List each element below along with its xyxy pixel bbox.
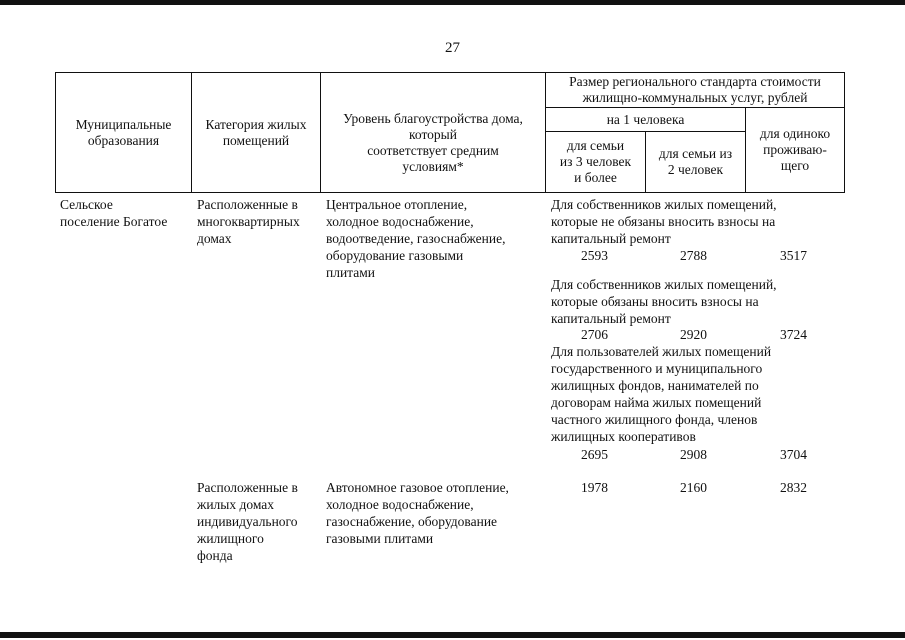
header-bottom-border <box>55 192 845 193</box>
header-standard-size <box>546 73 844 107</box>
header-text: для семьи из <box>658 146 733 161</box>
header-text: который <box>409 127 457 142</box>
header-family-3 <box>546 132 645 192</box>
body-text: Для пользователей жилых помещений <box>551 344 772 359</box>
header-text: для семьи <box>566 138 625 153</box>
owners-no-capital-repair-label <box>551 196 777 247</box>
body-text: государственного и муниципального <box>551 361 763 376</box>
header-family-2 <box>646 132 745 192</box>
header-text: жилищно-коммунальных услуг, рублей <box>582 90 808 105</box>
body-text: водоотведение, газоснабжение, <box>326 231 506 246</box>
value-single: 3517 <box>780 248 807 263</box>
body-text: Центральное отопление, <box>326 197 468 212</box>
header-municipalities <box>56 73 191 192</box>
municipality-name <box>60 196 167 230</box>
body-text: Сельское <box>60 197 113 212</box>
body-text: поселение Богатое <box>60 214 168 229</box>
body-text: холодное водоснабжение, <box>326 214 474 229</box>
header-text: из 3 человек <box>559 154 632 169</box>
body-text: холодное водоснабжение, <box>326 497 474 512</box>
value-family3: 2706 <box>581 327 608 342</box>
value-single: 3724 <box>780 327 807 342</box>
body-text: жилищного <box>197 531 264 546</box>
body-text: фонда <box>197 548 233 563</box>
header-text: проживаю- <box>763 142 827 157</box>
header-text: на 1 человека <box>606 111 685 127</box>
value-family2: 2160 <box>680 480 707 495</box>
value-family3: 1978 <box>581 480 608 495</box>
body-text: жилищных кооперативов <box>551 429 696 444</box>
body-text: Для собственников жилых помещений, <box>551 277 777 292</box>
value-single: 3704 <box>780 447 807 462</box>
body-text: домах <box>197 231 232 246</box>
header-text: щего <box>780 158 810 173</box>
value-family2: 2908 <box>680 447 707 462</box>
body-text: которые обязаны вносить взносы на <box>551 294 759 309</box>
body-text: Расположенные в <box>197 197 298 212</box>
body-text: Расположенные в <box>197 480 298 495</box>
body-text: многоквартирных <box>197 214 300 229</box>
header-category <box>192 73 320 192</box>
header-text: образования <box>87 132 160 148</box>
header-text: Размер регионального стандарта стоимости <box>569 74 821 89</box>
header-text: помещений <box>222 132 290 148</box>
category-apartment-buildings <box>197 196 300 247</box>
header-text: для одиноко <box>759 126 831 141</box>
header-single-resident <box>746 108 844 192</box>
category-individual-houses <box>197 479 298 564</box>
body-text: капитальный ремонт <box>551 311 671 326</box>
body-text: плитами <box>326 265 376 280</box>
header-text: соответствует средним <box>367 143 499 158</box>
body-text: Автономное газовое отопление, <box>326 480 509 495</box>
value-family2: 2788 <box>680 248 707 263</box>
value-single: 2832 <box>780 480 807 495</box>
body-text: Для собственников жилых помещений, <box>551 197 777 212</box>
body-text: жилых домах <box>197 497 275 512</box>
value-family2: 2920 <box>680 327 707 342</box>
header-amenities-level <box>321 100 545 186</box>
header-text: Муниципальные <box>75 116 172 132</box>
body-text: которые не обязаны вносить взносы на <box>551 214 776 229</box>
value-family3: 2695 <box>581 447 608 462</box>
header-per-person <box>546 108 745 131</box>
body-text: газоснабжение, оборудование <box>326 514 498 529</box>
value-family3: 2593 <box>581 248 608 263</box>
body-text: индивидуального <box>197 514 298 529</box>
header-text: 2 человек <box>667 162 724 177</box>
header-text: Категория жилых <box>205 116 307 132</box>
tenants-label <box>551 343 771 445</box>
body-text: оборудование газовыми <box>326 248 464 263</box>
header-text: и более <box>574 170 617 185</box>
page-number: 27 <box>445 40 460 56</box>
body-text: газовыми плитами <box>326 531 434 546</box>
header-text: Уровень благоустройства дома, <box>343 111 523 126</box>
bottom-border-bar <box>0 632 905 638</box>
owners-capital-repair-label <box>551 276 777 327</box>
body-text: капитальный ремонт <box>551 231 671 246</box>
top-border-bar <box>0 0 905 5</box>
body-text: жилищных фондов, нанимателей по <box>551 378 759 393</box>
body-text: частного жилищного фонда, членов <box>551 412 758 427</box>
amenities-level-2 <box>326 479 509 547</box>
amenities-level-1 <box>326 196 505 281</box>
body-text: договорам найма жилых помещений <box>551 395 762 410</box>
table-right-border <box>844 72 845 193</box>
header-text: условиям* <box>402 159 464 174</box>
